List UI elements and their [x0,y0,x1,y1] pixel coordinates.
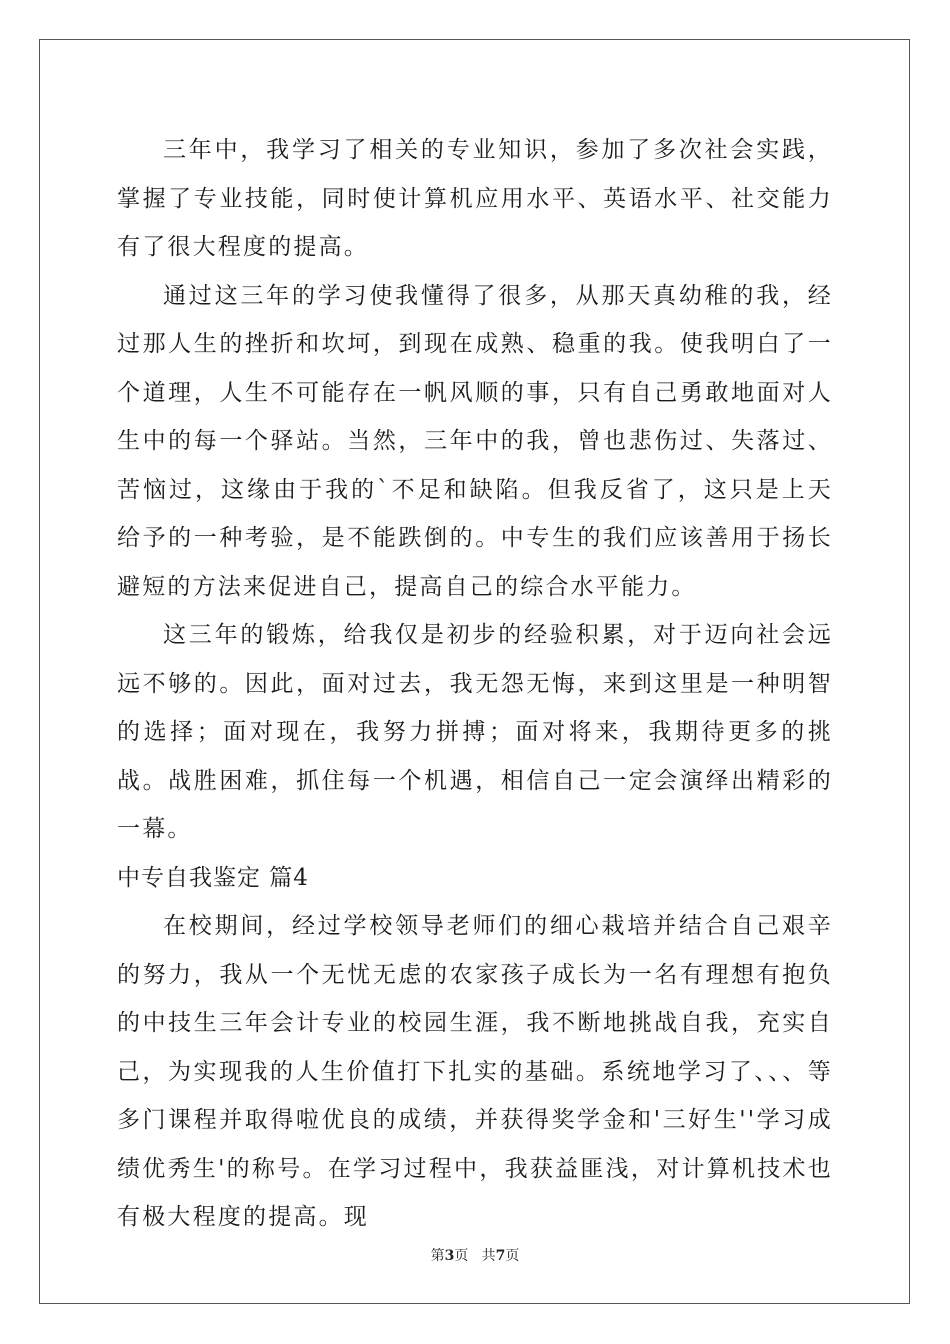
footer-page-prefix: 第 [430,1248,445,1264]
footer-page-suffix: 页 [454,1248,469,1264]
page-footer [0,1246,950,1266]
footer-current-page: 3 [444,1248,455,1264]
footer-total-prefix: 共 [481,1248,496,1264]
section-heading: 中专自我鉴定 篇4 [117,864,309,891]
footer-total-suffix: 页 [505,1248,520,1264]
section-paragraph: 在校期间，经过学校领导老师们的细心栽培并结合自己艰辛的努力，我从一个无忧无虑的农家孩子成长为一名有理想有抱负的中技生三年会计专业的校园生涯，我不断地挑战自我，充实自己，为实现我的人生价值打下扎实的基础。系统地学习了、、、等多门课程并取得啦优良的成绩，并获得奖学金和'三好生''学习成绩优秀生'的称号。在学习过程中，我获益匪浅，对计算机技术也有极大程度的提高。现 [117,913,833,1230]
paragraph-3: 这三年的锻炼，给我仅是初步的经验积累，对于迈向社会远远不够的。因此，面对过去，我无怨无悔，来到这里是一种明智的选择；面对现在，我努力拼搏；面对将来，我期待更多的挑战。战胜困难，抓住每一个机遇，相信自己一定会演绎出精彩的一幕。 [117,622,833,842]
footer-total-pages: 7 [495,1248,506,1264]
document-body [117,126,833,1242]
paragraph-1: 三年中，我学习了相关的专业知识，参加了多次社会实践，掌握了专业技能，同时使计算机应用水平、英语水平、社交能力有了很大程度的提高。 [117,137,833,260]
paragraph-2: 通过这三年的学习使我懂得了很多，从那天真幼稚的我，经过那人生的挫折和坎坷，到现在成熟、稳重的我。使我明白了一个道理，人生不可能存在一帆风顺的事，只有自己勇敢地面对人生中的每一个驿站。当然，三年中的我，曾也悲伤过、失落过、苦恼过，这缘由于我的`不足和缺陷。但我反省了，这只是上天给予的一种考验，是不能跌倒的。中专生的我们应该善用于扬长避短的方法来促进自己，提高自己的综合水平能力。 [117,282,833,600]
